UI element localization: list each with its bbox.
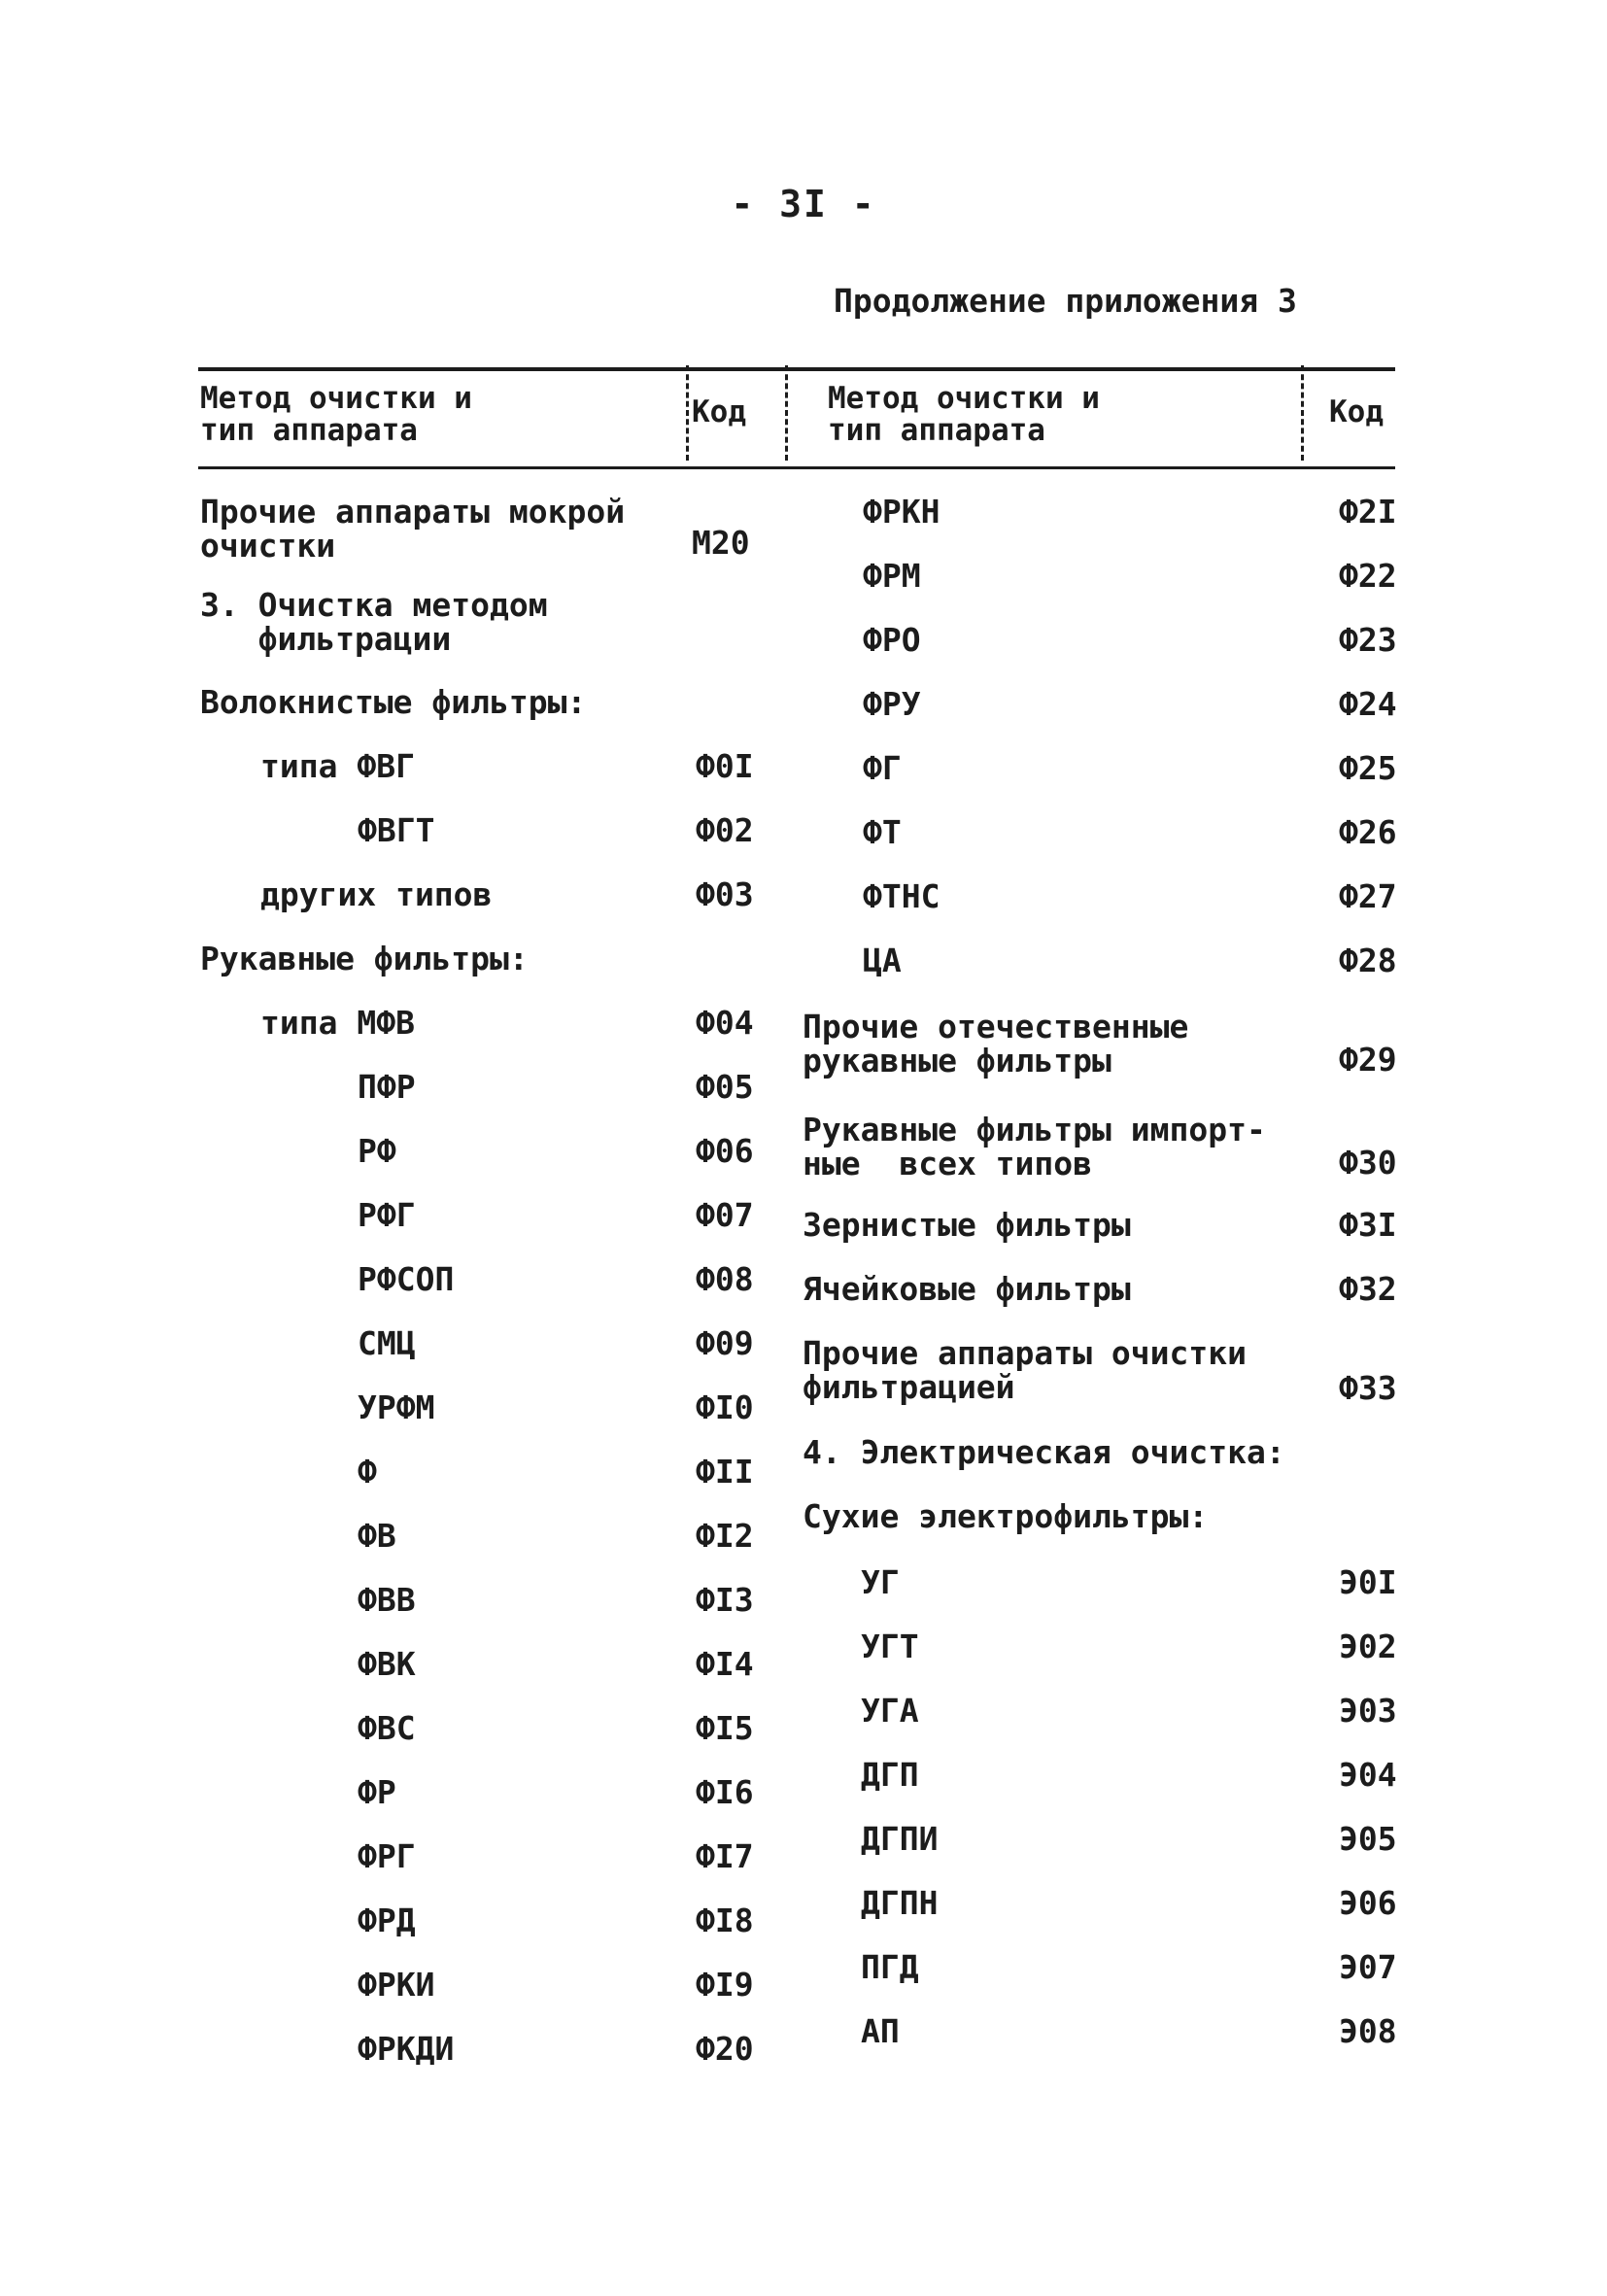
right-row-text: Ячейковые фильтры: [803, 1270, 1131, 1308]
right-row-text: УГА: [861, 1692, 919, 1730]
left-row-text: 3. Очистка методом фильтрации: [200, 586, 548, 658]
left-row-text: ФРГ: [358, 1837, 416, 1875]
left-row-text: других типов: [260, 875, 493, 913]
right-row-code: Ф28: [1339, 942, 1397, 979]
header-method-right: Метод очистки и тип аппарата: [828, 381, 1100, 449]
right-row-text: ФТНС: [863, 877, 940, 915]
header-code-left: Код: [692, 394, 746, 429]
right-row-text: ЦА: [863, 942, 902, 979]
left-row-code: ФI7: [696, 1837, 754, 1875]
left-row-code: ФI6: [696, 1773, 754, 1811]
left-row-text: РФГ: [358, 1196, 416, 1234]
left-row-code: ФI0: [696, 1388, 754, 1426]
right-row-code: Ф3I: [1339, 1206, 1397, 1244]
left-row-text: ФРД: [358, 1902, 416, 1939]
right-row-code: Ф24: [1339, 685, 1397, 723]
left-row-text: УРФМ: [358, 1388, 435, 1426]
left-row-code: ФI2: [696, 1517, 754, 1555]
left-row-code: ФI3: [696, 1581, 754, 1619]
right-row-code: Э0I: [1339, 1563, 1397, 1601]
right-row-text: УГТ: [861, 1628, 919, 1665]
left-row-text: типа МФВ: [260, 1004, 415, 1042]
right-row-code: Ф25: [1339, 749, 1397, 787]
left-row-code: Ф08: [696, 1260, 754, 1298]
left-row-text: ФР: [358, 1773, 396, 1811]
left-row-code: ФII: [696, 1453, 754, 1491]
left-row-text: ФВ: [358, 1517, 396, 1555]
left-row-text: Ф: [358, 1453, 377, 1491]
right-row-code: Э03: [1339, 1692, 1397, 1730]
table-top-rule: [198, 367, 1395, 371]
left-row-code: ФI5: [696, 1709, 754, 1747]
left-row-code: Ф02: [696, 811, 754, 849]
right-row-text: ДГПИ: [861, 1820, 939, 1858]
right-row-text: АП: [861, 2012, 900, 2050]
left-row-code: Ф09: [696, 1324, 754, 1362]
right-row-code: Ф32: [1339, 1270, 1397, 1308]
right-row-text: ФРКН: [863, 493, 940, 531]
left-row-text: ФРКДИ: [358, 2030, 455, 2068]
left-row-code: Ф05: [696, 1068, 754, 1106]
page-number: - 3I -: [731, 183, 876, 225]
right-row-code: Ф22: [1339, 557, 1397, 595]
right-row-code: Э07: [1339, 1948, 1397, 1986]
right-row-text: ФГ: [863, 749, 902, 787]
continuation-title: Продолжение приложения 3: [834, 282, 1297, 320]
right-row-code: Ф29: [1339, 1041, 1397, 1079]
table-header-rule: [198, 466, 1395, 469]
right-row-text: Сухие электрофильтры:: [803, 1497, 1209, 1535]
left-row-text: Волокнистые фильтры:: [200, 683, 587, 721]
left-row-code: М20: [692, 524, 750, 562]
right-row-text: 4. Электрическая очистка:: [803, 1433, 1285, 1471]
right-row-code: Э04: [1339, 1756, 1397, 1794]
left-row-code: Ф20: [696, 2030, 754, 2068]
right-row-code: Ф23: [1339, 621, 1397, 659]
header-method-left: Метод очистки и тип аппарата: [200, 381, 472, 449]
left-row-text: ФВК: [358, 1645, 416, 1683]
right-row-text: ПГД: [861, 1948, 919, 1986]
right-row-text: Рукавные фильтры импорт- ные всех типов: [803, 1111, 1266, 1182]
right-row-code: Ф26: [1339, 813, 1397, 851]
left-row-code: Ф07: [696, 1196, 754, 1234]
column-separator: [1301, 365, 1304, 461]
left-row-text: РФ: [358, 1132, 396, 1170]
left-row-text: ФВС: [358, 1709, 416, 1747]
header-code-right: Код: [1329, 394, 1384, 429]
right-row-text: Прочие отечественные рукавные фильтры: [803, 1008, 1189, 1079]
right-row-code: Ф27: [1339, 877, 1397, 915]
left-row-code: Ф04: [696, 1004, 754, 1042]
left-row-text: РФСОП: [358, 1260, 455, 1298]
left-row-code: Ф0I: [696, 747, 754, 785]
right-row-text: ФРМ: [863, 557, 921, 595]
left-row-text: ФВВ: [358, 1581, 416, 1619]
right-row-text: УГ: [861, 1563, 900, 1601]
right-row-text: ФТ: [863, 813, 902, 851]
column-separator: [686, 365, 689, 461]
left-row-text: ФВГТ: [358, 811, 435, 849]
right-row-code: Ф2I: [1339, 493, 1397, 531]
left-row-code: ФI8: [696, 1902, 754, 1939]
right-row-text: Прочие аппараты очистки фильтрацией: [803, 1334, 1247, 1406]
left-row-text: ПФР: [358, 1068, 416, 1106]
right-row-code: Ф33: [1339, 1369, 1397, 1407]
right-row-text: ДГП: [861, 1756, 919, 1794]
left-row-text: типа ФВГ: [260, 747, 415, 785]
left-row-text: СМЦ: [358, 1324, 416, 1362]
column-separator: [785, 365, 788, 461]
right-row-code: Ф30: [1339, 1144, 1397, 1182]
left-row-text: Прочие аппараты мокрой очистки: [200, 493, 626, 565]
right-row-text: ФРО: [863, 621, 921, 659]
left-row-text: Рукавные фильтры:: [200, 940, 529, 977]
left-row-code: Ф06: [696, 1132, 754, 1170]
left-row-code: ФI4: [696, 1645, 754, 1683]
right-row-code: Э02: [1339, 1628, 1397, 1665]
right-row-code: Э08: [1339, 2012, 1397, 2050]
right-row-text: ФРУ: [863, 685, 921, 723]
left-row-code: ФI9: [696, 1966, 754, 2004]
right-row-text: ДГПН: [861, 1884, 939, 1922]
left-row-code: Ф03: [696, 875, 754, 913]
right-row-code: Э05: [1339, 1820, 1397, 1858]
right-row-code: Э06: [1339, 1884, 1397, 1922]
right-row-text: Зернистые фильтры: [803, 1206, 1131, 1244]
left-row-text: ФРКИ: [358, 1966, 435, 2004]
